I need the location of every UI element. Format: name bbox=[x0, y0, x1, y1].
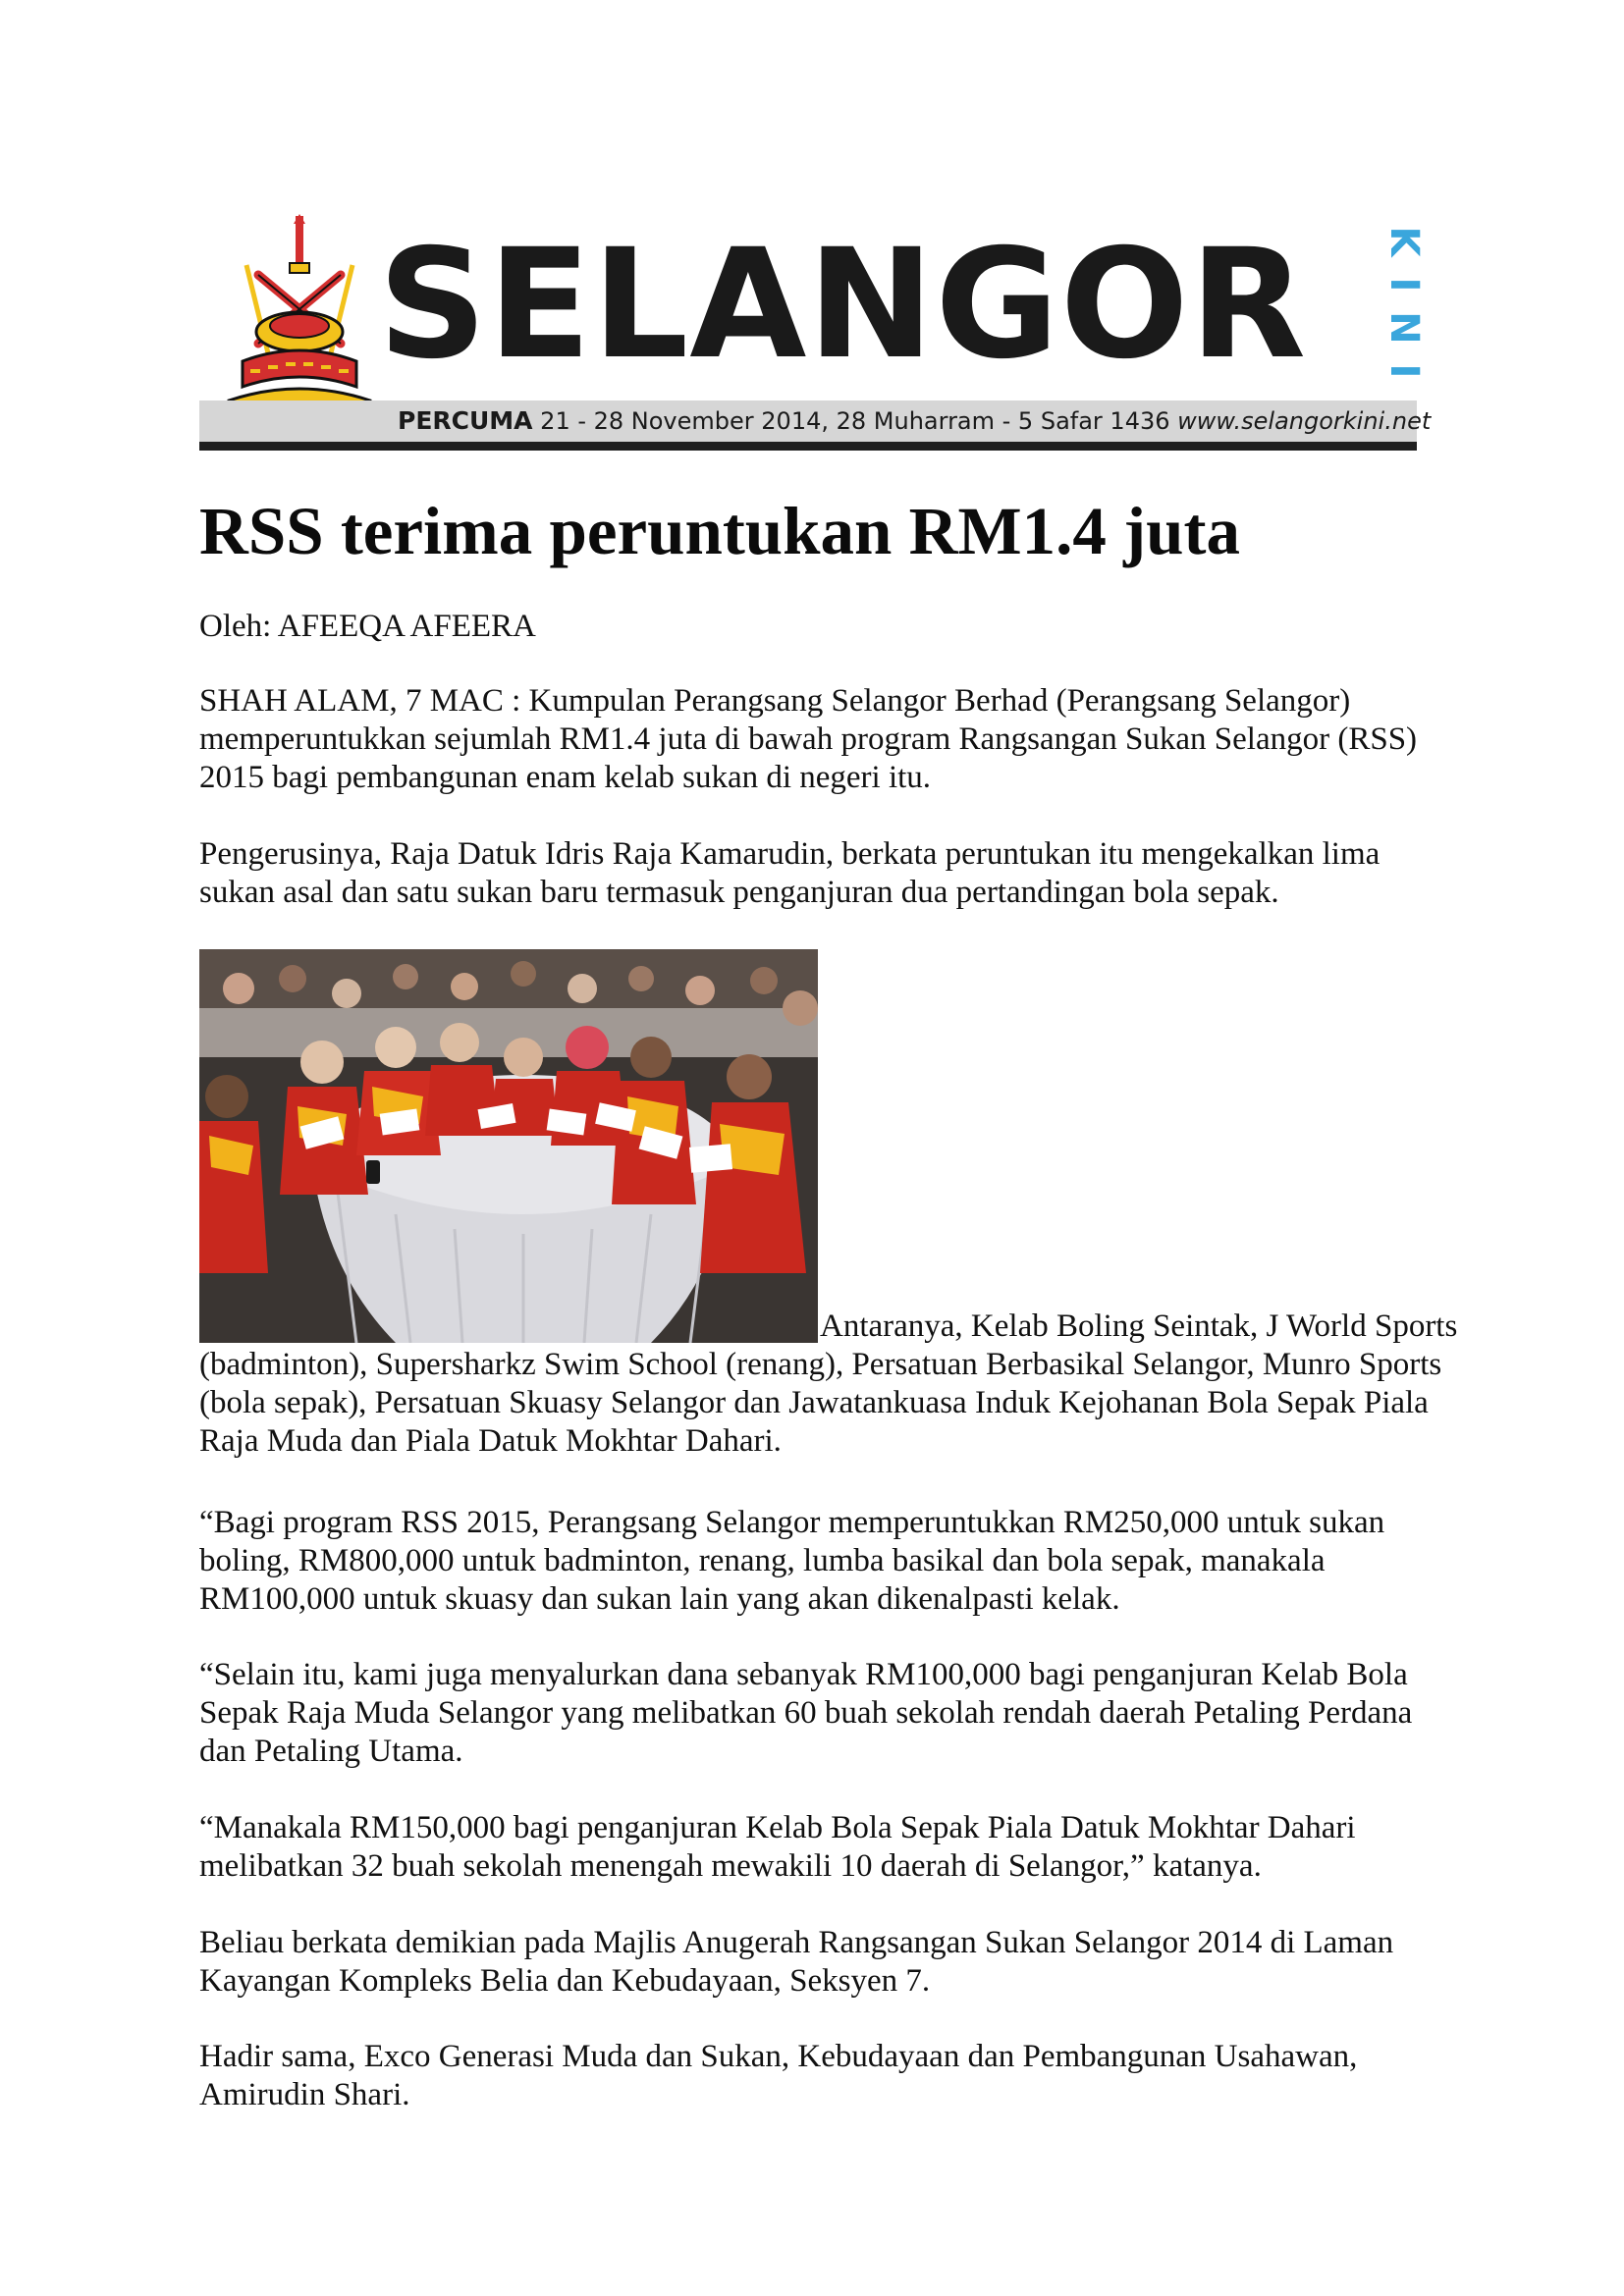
article-headline: RSS terima peruntukan RM1.4 juta bbox=[199, 494, 1240, 568]
article-paragraph: Beliau berkata demikian pada Majlis Anugerah Rangsangan Sukan Selangor 2014 di Laman Kayangan Kompleks Belia dan Kebudayaan, Seksyen 7. bbox=[199, 1925, 1394, 1999]
free-label: PERCUMA bbox=[398, 406, 533, 435]
article-paragraph: “Bagi program RSS 2015, Perangsang Selangor memperuntukkan RM250,000 untuk sukan boling, RM800,000 untuk badminton, renang, lumba basikal dan bola sepak, manakala RM100,000 untuk skuasy dan sukan lain yang akan dikenalpasti kelak. bbox=[199, 1505, 1385, 1617]
masthead-info-text bbox=[398, 400, 1431, 442]
issue-dates: 21 - 28 November 2014, 28 Muharram - 5 Safar 1436 bbox=[540, 407, 1170, 435]
article-paragraph: Hadir sama, Exco Generasi Muda dan Sukan, Kebudayaan dan Pembangunan Usahawan, Amirudin Shari. bbox=[199, 2039, 1358, 2112]
event-photo bbox=[199, 949, 818, 1343]
kini-letter: N bbox=[1381, 311, 1427, 345]
article-paragraph: Pengerusinya, Raja Datuk Idris Raja Kamarudin, berkata peruntukan itu mengekalkan lima sukan asal dan satu sukan baru termasuk penganjuran dua pertandingan bola sepak. bbox=[199, 836, 1380, 910]
article-paragraph: “Selain itu, kami juga menyalurkan dana sebanyak RM100,000 bagi penganjuran Kelab Bola Sepak Raja Muda Selangor yang melibatkan 60 buah sekolah rendah daerah Petaling Perdana dan Petaling Utama. bbox=[199, 1657, 1413, 1769]
article-paragraph: SHAH ALAM, 7 MAC : Kumpulan Perangsang Selangor Berhad (Perangsang Selangor) memperuntukkan sejumlah RM1.4 juta di bawah program Rangsangan Sukan Selangor (RSS) 2015 bagi pembangunan enam kelab sukan di negeri itu. bbox=[199, 683, 1418, 795]
masthead-info-bar bbox=[199, 400, 1432, 451]
masthead bbox=[199, 214, 1432, 455]
kini-letter: I bbox=[1381, 277, 1427, 293]
photo-with-text bbox=[199, 949, 1466, 1461]
kini-letter: I bbox=[1381, 363, 1427, 379]
website-link[interactable]: www.selangorkini.net bbox=[1177, 407, 1432, 435]
article-paragraph: “Manakala RM150,000 bagi penganjuran Kelab Bola Sepak Piala Datuk Mokhtar Dahari melibatkan 32 buah sekolah menengah mewakili 10 daerah di Selangor,” katanya. bbox=[199, 1810, 1356, 1884]
masthead-kini bbox=[1381, 222, 1427, 391]
article-paragraph: Antaranya, Kelab Boling Seintak, J World Sports (badminton), Supersharkz Swim School (renang), Persatuan Berbasikal Selangor, Munro Sports (bola sepak), Persatuan Skuasy Selangor dan Jawatankuasa Induk Kejohanan Bola Sepak Piala Raja Muda dan Piala Datuk Mokhtar Dahari. bbox=[199, 1308, 1458, 1459]
kini-letter: K bbox=[1381, 226, 1427, 257]
masthead-title: SELANGOR bbox=[378, 217, 1308, 393]
article-byline: Oleh: AFEEQA AFEERA bbox=[199, 609, 536, 644]
